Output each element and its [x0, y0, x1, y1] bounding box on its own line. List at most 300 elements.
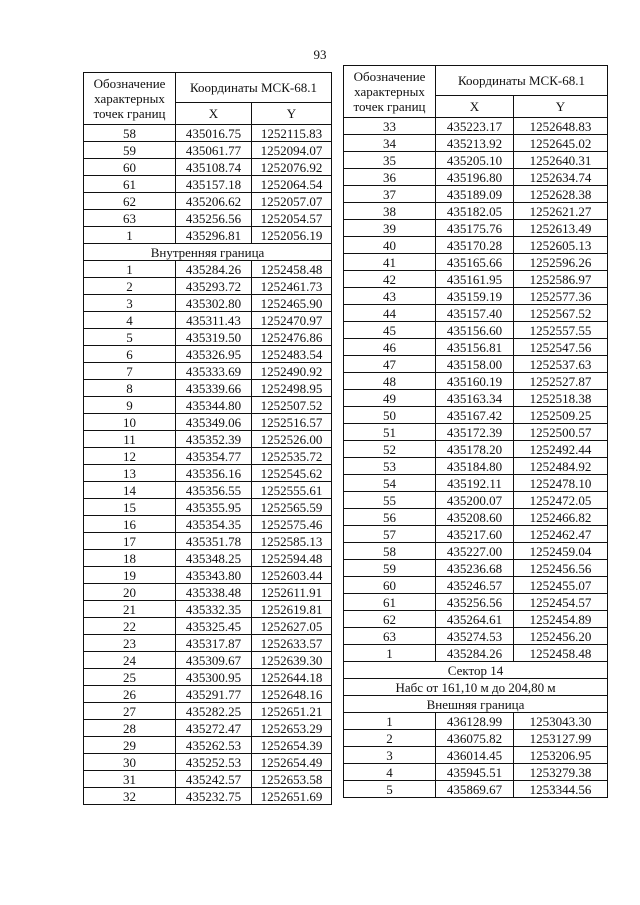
y-coordinate-cell: 1252585.13	[252, 533, 332, 550]
point-number-cell: 13	[84, 465, 176, 482]
y-coordinate-cell: 1252056.19	[252, 227, 332, 244]
table-row	[84, 482, 332, 499]
x-coordinate-cell: 435325.45	[176, 618, 252, 635]
y-coordinate-cell: 1252509.25	[514, 407, 608, 424]
table-row	[84, 533, 332, 550]
x-coordinate-cell: 435170.28	[436, 237, 514, 254]
x-coordinate-cell: 435356.16	[176, 465, 252, 482]
y-coordinate-cell: 1252455.07	[514, 577, 608, 594]
y-coordinate-cell: 1252547.56	[514, 339, 608, 356]
y-coordinate-cell: 1252535.72	[252, 448, 332, 465]
table-row	[344, 492, 608, 509]
table-row	[84, 176, 332, 193]
table-row	[344, 288, 608, 305]
table-row	[344, 271, 608, 288]
y-coordinate-cell: 1252627.05	[252, 618, 332, 635]
table-row	[84, 397, 332, 414]
section-title-outer-boundary-row	[344, 696, 608, 713]
x-header: X	[176, 103, 252, 125]
y-coordinate-cell: 1252654.49	[252, 754, 332, 771]
point-number-cell: 3	[344, 747, 436, 764]
y-coordinate-cell: 1252634.74	[514, 169, 608, 186]
y-coordinate-cell: 1252605.13	[514, 237, 608, 254]
table-row	[84, 669, 332, 686]
point-number-cell: 63	[344, 628, 436, 645]
y-coordinate-cell: 1252458.48	[514, 645, 608, 662]
x-coordinate-cell: 435343.80	[176, 567, 252, 584]
x-coordinate-cell: 435200.07	[436, 492, 514, 509]
x-coordinate-cell: 435157.18	[176, 176, 252, 193]
point-number-cell: 1	[344, 645, 436, 662]
y-coordinate-cell: 1252470.97	[252, 312, 332, 329]
x-coordinate-cell: 435291.77	[176, 686, 252, 703]
y-coordinate-cell: 1252653.29	[252, 720, 332, 737]
table-row	[344, 560, 608, 577]
point-number-cell: 2	[84, 278, 176, 295]
x-coordinate-cell: 435945.51	[436, 764, 514, 781]
table-row	[344, 713, 608, 730]
table-row	[84, 346, 332, 363]
x-coordinate-cell: 435282.25	[176, 703, 252, 720]
point-number-cell: 47	[344, 356, 436, 373]
point-number-cell: 55	[344, 492, 436, 509]
table-row	[344, 747, 608, 764]
table-row	[84, 788, 332, 805]
y-coordinate-cell: 1252461.73	[252, 278, 332, 295]
y-coordinate-cell: 1253206.95	[514, 747, 608, 764]
y-coordinate-cell: 1252648.16	[252, 686, 332, 703]
x-coordinate-cell: 435159.19	[436, 288, 514, 305]
right-coordinates-table	[343, 65, 608, 798]
table-row	[344, 169, 608, 186]
y-coordinate-cell: 1252057.07	[252, 193, 332, 210]
y-coordinate-cell: 1252459.04	[514, 543, 608, 560]
x-coordinate-cell: 435206.62	[176, 193, 252, 210]
y-coordinate-cell: 1252454.89	[514, 611, 608, 628]
x-coordinate-cell: 435302.80	[176, 295, 252, 312]
table-row	[344, 339, 608, 356]
point-number-cell: 20	[84, 584, 176, 601]
y-coordinate-cell: 1252651.21	[252, 703, 332, 720]
table-row	[84, 703, 332, 720]
x-coordinate-cell: 435339.66	[176, 380, 252, 397]
x-coordinate-cell: 435167.42	[436, 407, 514, 424]
point-number-cell: 58	[84, 125, 176, 142]
x-coordinate-cell: 435016.75	[176, 125, 252, 142]
table-row	[344, 458, 608, 475]
point-number-cell: 59	[344, 560, 436, 577]
y-coordinate-cell: 1252478.10	[514, 475, 608, 492]
table-row	[84, 312, 332, 329]
point-number-cell: 53	[344, 458, 436, 475]
y-coordinate-cell: 1252527.87	[514, 373, 608, 390]
right-table-body	[344, 118, 608, 798]
y-coordinate-cell: 1253127.99	[514, 730, 608, 747]
point-number-cell: 42	[344, 271, 436, 288]
x-coordinate-cell: 435172.39	[436, 424, 514, 441]
x-header: X	[436, 96, 514, 118]
point-number-cell: 16	[84, 516, 176, 533]
x-coordinate-cell: 435160.19	[436, 373, 514, 390]
x-coordinate-cell: 435284.26	[436, 645, 514, 662]
table-row	[84, 584, 332, 601]
x-coordinate-cell: 435284.26	[176, 261, 252, 278]
sector-height-range-row	[344, 679, 608, 696]
point-number-cell: 27	[84, 703, 176, 720]
y-coordinate-cell: 1252619.81	[252, 601, 332, 618]
table-row	[344, 220, 608, 237]
x-coordinate-cell: 435352.39	[176, 431, 252, 448]
point-number-cell: 3	[84, 295, 176, 312]
point-number-cell: 34	[344, 135, 436, 152]
point-number-cell: 1	[344, 713, 436, 730]
point-number-cell: 59	[84, 142, 176, 159]
left-table-body	[84, 125, 332, 805]
table-row	[344, 730, 608, 747]
y-coordinate-cell: 1252483.54	[252, 346, 332, 363]
y-coordinate-cell: 1252613.49	[514, 220, 608, 237]
table-row	[344, 373, 608, 390]
y-coordinate-cell: 1252577.36	[514, 288, 608, 305]
y-coordinate-cell: 1252611.91	[252, 584, 332, 601]
y-coordinate-cell: 1252115.83	[252, 125, 332, 142]
y-coordinate-cell: 1252537.63	[514, 356, 608, 373]
table-row	[344, 203, 608, 220]
point-number-cell: 33	[344, 118, 436, 135]
y-coordinate-cell: 1252454.57	[514, 594, 608, 611]
x-coordinate-cell: 435157.40	[436, 305, 514, 322]
table-row	[344, 611, 608, 628]
point-number-cell: 28	[84, 720, 176, 737]
x-coordinate-cell: 435205.10	[436, 152, 514, 169]
table-row	[344, 356, 608, 373]
x-coordinate-cell: 435354.35	[176, 516, 252, 533]
point-number-cell: 32	[84, 788, 176, 805]
table-row	[84, 499, 332, 516]
x-coordinate-cell: 435242.57	[176, 771, 252, 788]
point-number-cell: 12	[84, 448, 176, 465]
x-coordinate-cell: 436128.99	[436, 713, 514, 730]
x-coordinate-cell: 435332.35	[176, 601, 252, 618]
x-coordinate-cell: 435178.20	[436, 441, 514, 458]
point-number-cell: 26	[84, 686, 176, 703]
point-number-cell: 25	[84, 669, 176, 686]
point-number-cell: 57	[344, 526, 436, 543]
point-number-cell: 62	[84, 193, 176, 210]
point-number-cell: 22	[84, 618, 176, 635]
y-coordinate-cell: 1252603.44	[252, 567, 332, 584]
point-number-cell: 61	[344, 594, 436, 611]
y-coordinate-cell: 1252567.52	[514, 305, 608, 322]
designation-header: Обозначение характерных точек границ	[84, 73, 176, 125]
x-coordinate-cell: 435175.76	[436, 220, 514, 237]
y-coordinate-cell: 1252064.54	[252, 176, 332, 193]
y-coordinate-cell: 1252586.97	[514, 271, 608, 288]
point-number-cell: 48	[344, 373, 436, 390]
y-coordinate-cell: 1252076.92	[252, 159, 332, 176]
y-coordinate-cell: 1253279.38	[514, 764, 608, 781]
y-coordinate-cell: 1252462.47	[514, 526, 608, 543]
y-coordinate-cell: 1252516.57	[252, 414, 332, 431]
y-coordinate-cell: 1253344.56	[514, 781, 608, 798]
x-coordinate-cell: 435246.57	[436, 577, 514, 594]
point-number-cell: 45	[344, 322, 436, 339]
x-coordinate-cell: 435326.95	[176, 346, 252, 363]
table-row	[84, 720, 332, 737]
y-coordinate-cell: 1252526.00	[252, 431, 332, 448]
x-coordinate-cell: 435256.56	[176, 210, 252, 227]
table-row	[344, 543, 608, 560]
x-coordinate-cell: 435165.66	[436, 254, 514, 271]
table-row	[84, 601, 332, 618]
table-row	[84, 618, 332, 635]
point-number-cell: 56	[344, 509, 436, 526]
point-number-cell: 49	[344, 390, 436, 407]
table-row	[84, 448, 332, 465]
point-number-cell: 40	[344, 237, 436, 254]
table-row	[344, 441, 608, 458]
table-row	[84, 635, 332, 652]
table-row	[84, 227, 332, 244]
table-row	[344, 118, 608, 135]
point-number-cell: 29	[84, 737, 176, 754]
x-coordinate-cell: 435223.17	[436, 118, 514, 135]
point-number-cell: 51	[344, 424, 436, 441]
sector-height-range: Набс от 161,10 м до 204,80 м	[344, 679, 608, 696]
table-row	[84, 261, 332, 278]
x-coordinate-cell: 435349.06	[176, 414, 252, 431]
table-row	[344, 526, 608, 543]
table-row	[344, 781, 608, 798]
x-coordinate-cell: 435264.61	[436, 611, 514, 628]
y-coordinate-cell: 1252565.59	[252, 499, 332, 516]
table-row	[84, 142, 332, 159]
table-row	[84, 363, 332, 380]
table-row	[84, 652, 332, 669]
table-row	[344, 186, 608, 203]
y-header: Y	[514, 96, 608, 118]
point-number-cell: 43	[344, 288, 436, 305]
table-row	[84, 278, 332, 295]
x-coordinate-cell: 435232.75	[176, 788, 252, 805]
point-number-cell: 4	[84, 312, 176, 329]
x-coordinate-cell: 435356.55	[176, 482, 252, 499]
table-row	[84, 125, 332, 142]
x-coordinate-cell: 435236.68	[436, 560, 514, 577]
x-coordinate-cell: 436014.45	[436, 747, 514, 764]
section-title-outer-boundary: Внешняя граница	[344, 696, 608, 713]
point-number-cell: 31	[84, 771, 176, 788]
x-coordinate-cell: 435262.53	[176, 737, 252, 754]
y-coordinate-cell: 1252594.48	[252, 550, 332, 567]
y-coordinate-cell: 1252465.90	[252, 295, 332, 312]
y-coordinate-cell: 1252651.69	[252, 788, 332, 805]
y-coordinate-cell: 1252518.38	[514, 390, 608, 407]
x-coordinate-cell: 435293.72	[176, 278, 252, 295]
y-coordinate-cell: 1252466.82	[514, 509, 608, 526]
y-coordinate-cell: 1252094.07	[252, 142, 332, 159]
table-row	[84, 737, 332, 754]
y-coordinate-cell: 1252490.92	[252, 363, 332, 380]
y-coordinate-cell: 1252456.56	[514, 560, 608, 577]
point-number-cell: 44	[344, 305, 436, 322]
x-coordinate-cell: 435338.48	[176, 584, 252, 601]
point-number-cell: 23	[84, 635, 176, 652]
point-number-cell: 62	[344, 611, 436, 628]
table-row	[344, 475, 608, 492]
y-coordinate-cell: 1252555.61	[252, 482, 332, 499]
x-coordinate-cell: 435354.77	[176, 448, 252, 465]
section-title-inner-boundary-row	[84, 244, 332, 261]
y-coordinate-cell: 1253043.30	[514, 713, 608, 730]
table-row	[344, 390, 608, 407]
y-coordinate-cell: 1252456.20	[514, 628, 608, 645]
point-number-cell: 15	[84, 499, 176, 516]
x-coordinate-cell: 435061.77	[176, 142, 252, 159]
x-coordinate-cell: 436075.82	[436, 730, 514, 747]
table-row	[84, 210, 332, 227]
table-row	[84, 193, 332, 210]
y-coordinate-cell: 1252476.86	[252, 329, 332, 346]
coordinates-header: Координаты МСК-68.1	[176, 73, 332, 103]
point-number-cell: 58	[344, 543, 436, 560]
table-row	[84, 686, 332, 703]
point-number-cell: 7	[84, 363, 176, 380]
point-number-cell: 11	[84, 431, 176, 448]
x-coordinate-cell: 435333.69	[176, 363, 252, 380]
x-coordinate-cell: 435227.00	[436, 543, 514, 560]
point-number-cell: 1	[84, 227, 176, 244]
table-row	[344, 764, 608, 781]
y-coordinate-cell: 1252654.39	[252, 737, 332, 754]
designation-header: Обозначение характерных точек границ	[344, 66, 436, 118]
x-coordinate-cell: 435163.34	[436, 390, 514, 407]
table-row	[84, 295, 332, 312]
point-number-cell: 17	[84, 533, 176, 550]
x-coordinate-cell: 435869.67	[436, 781, 514, 798]
x-coordinate-cell: 435311.43	[176, 312, 252, 329]
table-row	[84, 465, 332, 482]
point-number-cell: 1	[84, 261, 176, 278]
y-coordinate-cell: 1252628.38	[514, 186, 608, 203]
point-number-cell: 6	[84, 346, 176, 363]
point-number-cell: 50	[344, 407, 436, 424]
x-coordinate-cell: 435189.09	[436, 186, 514, 203]
x-coordinate-cell: 435348.25	[176, 550, 252, 567]
x-coordinate-cell: 435217.60	[436, 526, 514, 543]
table-row	[84, 754, 332, 771]
x-coordinate-cell: 435192.11	[436, 475, 514, 492]
x-coordinate-cell: 435355.95	[176, 499, 252, 516]
x-coordinate-cell: 435256.56	[436, 594, 514, 611]
point-number-cell: 24	[84, 652, 176, 669]
y-coordinate-cell: 1252458.48	[252, 261, 332, 278]
y-coordinate-cell: 1252621.27	[514, 203, 608, 220]
y-coordinate-cell: 1252596.26	[514, 254, 608, 271]
x-coordinate-cell: 435252.53	[176, 754, 252, 771]
x-coordinate-cell: 435319.50	[176, 329, 252, 346]
table-row	[344, 152, 608, 169]
x-coordinate-cell: 435344.80	[176, 397, 252, 414]
table-row	[84, 771, 332, 788]
page-number: 93	[313, 47, 327, 62]
point-number-cell: 18	[84, 550, 176, 567]
point-number-cell: 19	[84, 567, 176, 584]
table-row	[344, 509, 608, 526]
point-number-cell: 36	[344, 169, 436, 186]
x-coordinate-cell: 435161.95	[436, 271, 514, 288]
sector-title-row	[344, 662, 608, 679]
table-row	[344, 594, 608, 611]
y-coordinate-cell: 1252575.46	[252, 516, 332, 533]
x-coordinate-cell: 435208.60	[436, 509, 514, 526]
sector-title: Сектор 14	[344, 662, 608, 679]
y-coordinate-cell: 1252639.30	[252, 652, 332, 669]
point-number-cell: 39	[344, 220, 436, 237]
point-number-cell: 8	[84, 380, 176, 397]
table-row	[344, 577, 608, 594]
y-coordinate-cell: 1252653.58	[252, 771, 332, 788]
x-coordinate-cell: 435108.74	[176, 159, 252, 176]
x-coordinate-cell: 435156.60	[436, 322, 514, 339]
x-coordinate-cell: 435158.00	[436, 356, 514, 373]
table-row	[344, 645, 608, 662]
table-row	[344, 237, 608, 254]
x-coordinate-cell: 435309.67	[176, 652, 252, 669]
y-coordinate-cell: 1252545.62	[252, 465, 332, 482]
table-row	[84, 516, 332, 533]
point-number-cell: 14	[84, 482, 176, 499]
x-coordinate-cell: 435300.95	[176, 669, 252, 686]
x-coordinate-cell: 435196.80	[436, 169, 514, 186]
point-number-cell: 10	[84, 414, 176, 431]
point-number-cell: 60	[84, 159, 176, 176]
point-number-cell: 9	[84, 397, 176, 414]
table-row	[84, 550, 332, 567]
table-row	[344, 407, 608, 424]
point-number-cell: 5	[344, 781, 436, 798]
y-coordinate-cell: 1252648.83	[514, 118, 608, 135]
y-coordinate-cell: 1252633.57	[252, 635, 332, 652]
y-coordinate-cell: 1252507.52	[252, 397, 332, 414]
y-coordinate-cell: 1252498.95	[252, 380, 332, 397]
point-number-cell: 37	[344, 186, 436, 203]
point-number-cell: 61	[84, 176, 176, 193]
y-coordinate-cell: 1252054.57	[252, 210, 332, 227]
table-row	[344, 135, 608, 152]
x-coordinate-cell: 435156.81	[436, 339, 514, 356]
y-coordinate-cell: 1252644.18	[252, 669, 332, 686]
table-row	[84, 380, 332, 397]
x-coordinate-cell: 435182.05	[436, 203, 514, 220]
point-number-cell: 4	[344, 764, 436, 781]
y-coordinate-cell: 1252492.44	[514, 441, 608, 458]
point-number-cell: 41	[344, 254, 436, 271]
y-coordinate-cell: 1252557.55	[514, 322, 608, 339]
table-row	[344, 628, 608, 645]
table-row	[84, 159, 332, 176]
x-coordinate-cell: 435272.47	[176, 720, 252, 737]
table-row	[84, 329, 332, 346]
point-number-cell: 2	[344, 730, 436, 747]
x-coordinate-cell: 435317.87	[176, 635, 252, 652]
x-coordinate-cell: 435213.92	[436, 135, 514, 152]
y-coordinate-cell: 1252645.02	[514, 135, 608, 152]
table-row	[344, 305, 608, 322]
table-row	[84, 414, 332, 431]
point-number-cell: 63	[84, 210, 176, 227]
y-coordinate-cell: 1252484.92	[514, 458, 608, 475]
